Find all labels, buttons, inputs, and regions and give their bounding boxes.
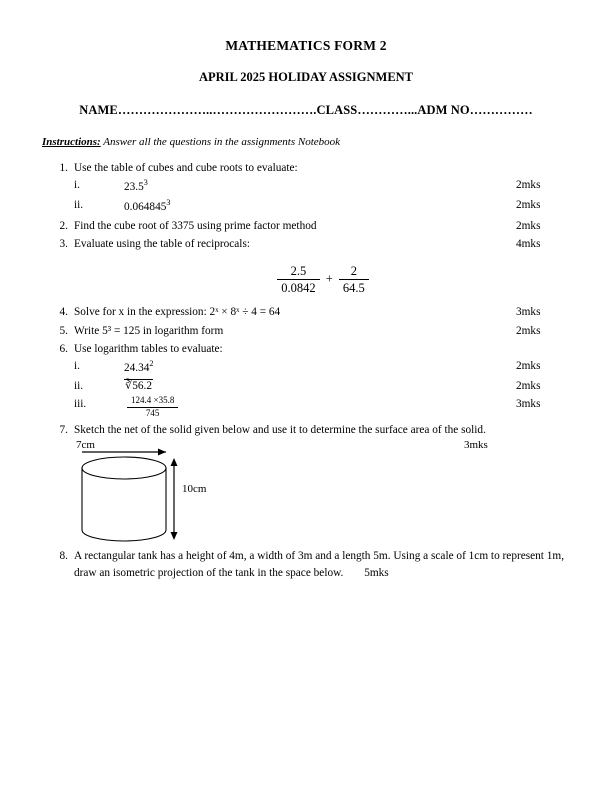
question-item [40, 160, 572, 216]
question-number: 7. [59, 423, 68, 436]
question-marks: 3mks [464, 439, 488, 452]
sub-question-exponent: 3 [143, 178, 148, 188]
sub-question-item [74, 357, 572, 377]
fraction-one [277, 263, 319, 297]
question-item [40, 422, 572, 560]
question-number: 8. [59, 550, 68, 562]
sub-question-label: i. [74, 179, 80, 192]
sub-question-label: i. [74, 360, 80, 373]
sub-question-label: ii. [74, 380, 84, 393]
sub-question-item [74, 196, 572, 216]
cube-root-expression [124, 377, 153, 395]
question-text: Use logarithm tables to evaluate: [74, 343, 223, 356]
sub-question-text [102, 357, 506, 377]
sub-question-list [74, 176, 572, 216]
question-marks: 5mks [364, 566, 389, 579]
sub-question-list [74, 357, 572, 419]
sub-question-value: 0.064845 [124, 200, 167, 213]
question-item [40, 236, 572, 296]
question-text-block [40, 548, 572, 582]
sub-question-item [74, 395, 572, 419]
instructions-text: Answer all the questions in the assignments Notebook [103, 136, 341, 148]
question-item [40, 218, 572, 234]
question-expression [74, 263, 572, 297]
sub-question-text [102, 176, 506, 196]
question-number: 4. [59, 306, 68, 319]
question-text: A rectangular tank has a height of 4m, a width of 3m and a length 5m. Using a scale of 1cm to represent 1m, draw an isometric projection of the tank in the space below. [74, 550, 565, 579]
cylinder-drawing [74, 440, 274, 560]
sub-question-marks: 2mks [516, 199, 541, 212]
question-marks: 2mks [516, 220, 541, 233]
sub-question-exponent: 2 [149, 359, 154, 369]
sub-question-marks: 2mks [516, 360, 541, 373]
question-number: 1. [59, 162, 68, 174]
question-item-8 [40, 548, 572, 582]
question-marks: 3mks [516, 306, 541, 319]
sub-question-marks: 2mks [516, 380, 541, 393]
question-text: Sketch the net of the solid given below and use it to determine the surface area of the solid. [74, 423, 486, 436]
question-text: Evaluate using the table of reciprocals: [74, 238, 250, 251]
cylinder-figure [74, 440, 572, 560]
question-text: Write 5³ = 125 in logarithm form [74, 324, 224, 337]
name-class-adm-line: NAME…………………..…………………….CLASS…………...ADM NO…………… [79, 103, 533, 117]
question-number: 3. [59, 238, 68, 251]
question-number: 2. [59, 220, 68, 233]
fraction-numerator: 2.5 [277, 263, 319, 280]
question-text: Solve for x in the expression: 2ˣ × 8ˣ ÷ 4 = 64 [74, 306, 281, 319]
page-title: MATHEMATICS FORM 2 [225, 38, 387, 53]
instructions [42, 136, 572, 148]
figure-width-label: 7cm [76, 439, 95, 452]
question-list [40, 160, 572, 560]
sub-question-exponent: 3 [166, 198, 171, 208]
expression-operator: + [325, 271, 333, 286]
sub-question-value: 23.5 [124, 181, 144, 194]
question-text: Use the table of cubes and cube roots to evaluate: [74, 162, 298, 174]
question-number: 6. [59, 343, 68, 356]
sub-question-marks: 3mks [516, 398, 541, 411]
sub-question-item [74, 176, 572, 196]
figure-height-label: 10cm [182, 483, 207, 496]
sub-question-item [74, 377, 572, 395]
question-item [40, 341, 572, 420]
question-number: 5. [59, 324, 68, 337]
fraction-two [339, 263, 369, 297]
sub-question-text [102, 377, 506, 395]
page-subtitle: APRIL 2025 HOLIDAY ASSIGNMENT [198, 70, 414, 84]
fraction-denominator: 745 [145, 407, 160, 418]
question-item [40, 304, 572, 320]
sub-question-label: iii. [74, 398, 87, 411]
sub-question-value: 24.34 [124, 362, 150, 375]
fraction [127, 395, 178, 419]
sub-question-value: ∛56.2 [125, 380, 152, 393]
question-text: Find the cube root of 3375 using prime factor method [74, 220, 317, 233]
fraction-denominator: 64.5 [342, 281, 365, 296]
question-marks: 2mks [516, 324, 541, 337]
fraction-numerator: 124.4 ×35.8 [127, 395, 178, 408]
fraction-denominator: 0.0842 [281, 281, 316, 296]
sub-question-text [102, 196, 506, 216]
sub-question-text [102, 395, 506, 419]
question-item [40, 323, 572, 339]
question-marks: 4mks [516, 238, 541, 251]
sub-question-marks: 2mks [516, 179, 541, 192]
instructions-label: Instructions: [42, 136, 101, 148]
fraction-numerator: 2 [339, 263, 369, 280]
sub-question-label: ii. [74, 199, 84, 212]
